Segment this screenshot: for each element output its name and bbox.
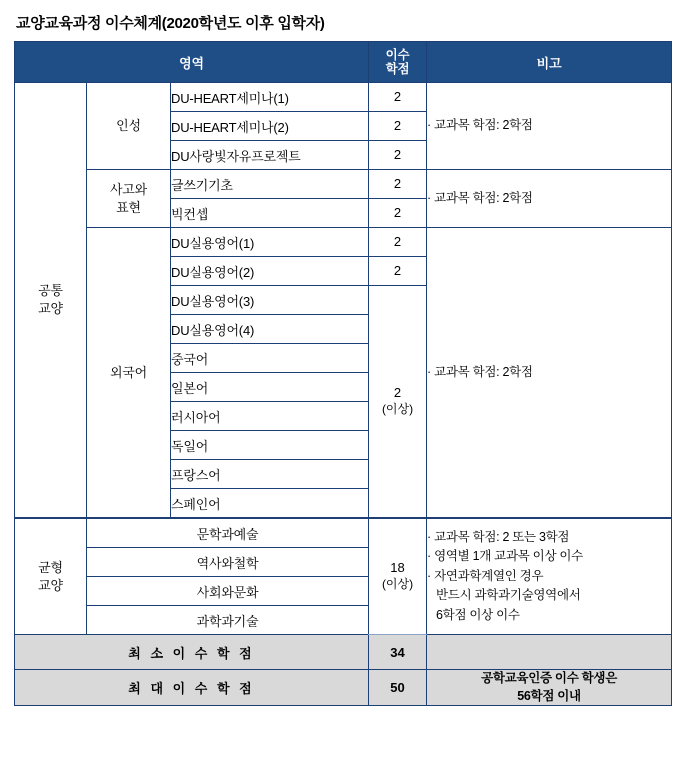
course-cell: 사회와문화 — [87, 577, 369, 606]
note-cell-foreign-language: · 교과목 학점: 2학점 — [427, 228, 672, 519]
curriculum-table — [14, 41, 672, 706]
table-row — [15, 228, 672, 257]
credit-value: 2 — [393, 385, 402, 401]
group-label-line1: 균형 — [38, 559, 63, 575]
summary-note-line1: 공학교육인증 이수 학생은 — [481, 671, 617, 685]
note-line: · 자연과학계열인 경우 — [427, 568, 544, 583]
summary-row-max — [15, 670, 672, 706]
table-row — [15, 518, 672, 548]
credit-value: 18 — [390, 560, 405, 576]
header-credits — [369, 42, 427, 83]
course-cell: 글쓰기기초 — [171, 170, 369, 199]
credit-cell: 2 — [369, 257, 427, 286]
credit-cell: 2 — [369, 199, 427, 228]
credit-cell-foreign-group — [369, 286, 427, 519]
area-cell-personality: 인성 — [87, 83, 171, 170]
summary-label-min: 최 소 이 수 학 점 — [15, 635, 369, 670]
course-cell: 프랑스어 — [171, 460, 369, 489]
summary-note-min — [427, 635, 672, 670]
course-cell: DU-HEART세미나(1) — [171, 83, 369, 112]
course-cell: 과학과기술 — [87, 606, 369, 635]
credit-cell: 2 — [369, 112, 427, 141]
course-cell: DU사랑빛자유프로젝트 — [171, 141, 369, 170]
course-cell: 문학과예술 — [87, 518, 369, 548]
course-cell: 역사와철학 — [87, 548, 369, 577]
area-label-line2: 표현 — [116, 199, 141, 215]
course-cell: 러시아어 — [171, 402, 369, 431]
note-line: · 영역별 1개 교과목 이상 이수 — [427, 549, 583, 564]
header-note: 비고 — [427, 42, 672, 83]
course-cell: 빅컨셉 — [171, 199, 369, 228]
note-line: 반드시 과학과기술영역에서 — [436, 588, 581, 603]
summary-note-line2: 56학점 이내 — [517, 688, 581, 703]
course-cell: DU실용영어(3) — [171, 286, 369, 315]
credit-qualifier: (이상) — [381, 577, 414, 592]
course-cell: DU실용영어(1) — [171, 228, 369, 257]
summary-value-min: 34 — [369, 635, 427, 670]
group-cell-common — [15, 83, 87, 519]
group-label-line1: 공통 — [38, 283, 63, 299]
area-cell-thinking-expression — [87, 170, 171, 228]
credit-cell: 2 — [369, 141, 427, 170]
summary-label-max: 최 대 이 수 학 점 — [15, 670, 369, 706]
note-line: 6학점 이상 이수 — [436, 607, 520, 622]
header-credits-line2: 학점 — [385, 62, 410, 76]
course-cell: 중국어 — [171, 344, 369, 373]
credit-qualifier: (이상) — [381, 402, 414, 417]
note-line: · 교과목 학점: 2 또는 3학점 — [427, 530, 570, 545]
note-cell-personality: · 교과목 학점: 2학점 — [427, 83, 672, 170]
group-cell-balanced — [15, 518, 87, 635]
group-label-line2: 교양 — [38, 577, 63, 593]
page-title: 교양교육과정 이수체계(2020학년도 이후 입학자) — [16, 15, 325, 32]
table-row — [15, 83, 672, 112]
course-cell: 스페인어 — [171, 489, 369, 519]
note-cell-balanced — [427, 518, 672, 635]
header-credits-line1: 이수 — [385, 47, 410, 62]
area-label-line1: 사고와 — [109, 181, 148, 197]
area-cell-foreign-language: 외국어 — [87, 228, 171, 519]
course-cell: DU실용영어(2) — [171, 257, 369, 286]
summary-note-max — [427, 670, 672, 706]
course-cell: 일본어 — [171, 373, 369, 402]
course-cell: 독일어 — [171, 431, 369, 460]
summary-row-min — [15, 635, 672, 670]
course-cell: DU실용영어(4) — [171, 315, 369, 344]
table-header — [15, 42, 672, 83]
group-label-line2: 교양 — [38, 301, 63, 316]
table-row — [15, 170, 672, 199]
credit-cell: 2 — [369, 83, 427, 112]
note-cell-thinking-expression: · 교과목 학점: 2학점 — [427, 170, 672, 228]
course-cell: DU-HEART세미나(2) — [171, 112, 369, 141]
table-body — [15, 83, 672, 706]
credit-cell-balanced-group — [369, 518, 427, 635]
credit-cell: 2 — [369, 228, 427, 257]
header-area: 영역 — [15, 42, 369, 83]
credit-cell: 2 — [369, 170, 427, 199]
summary-value-max: 50 — [369, 670, 427, 706]
